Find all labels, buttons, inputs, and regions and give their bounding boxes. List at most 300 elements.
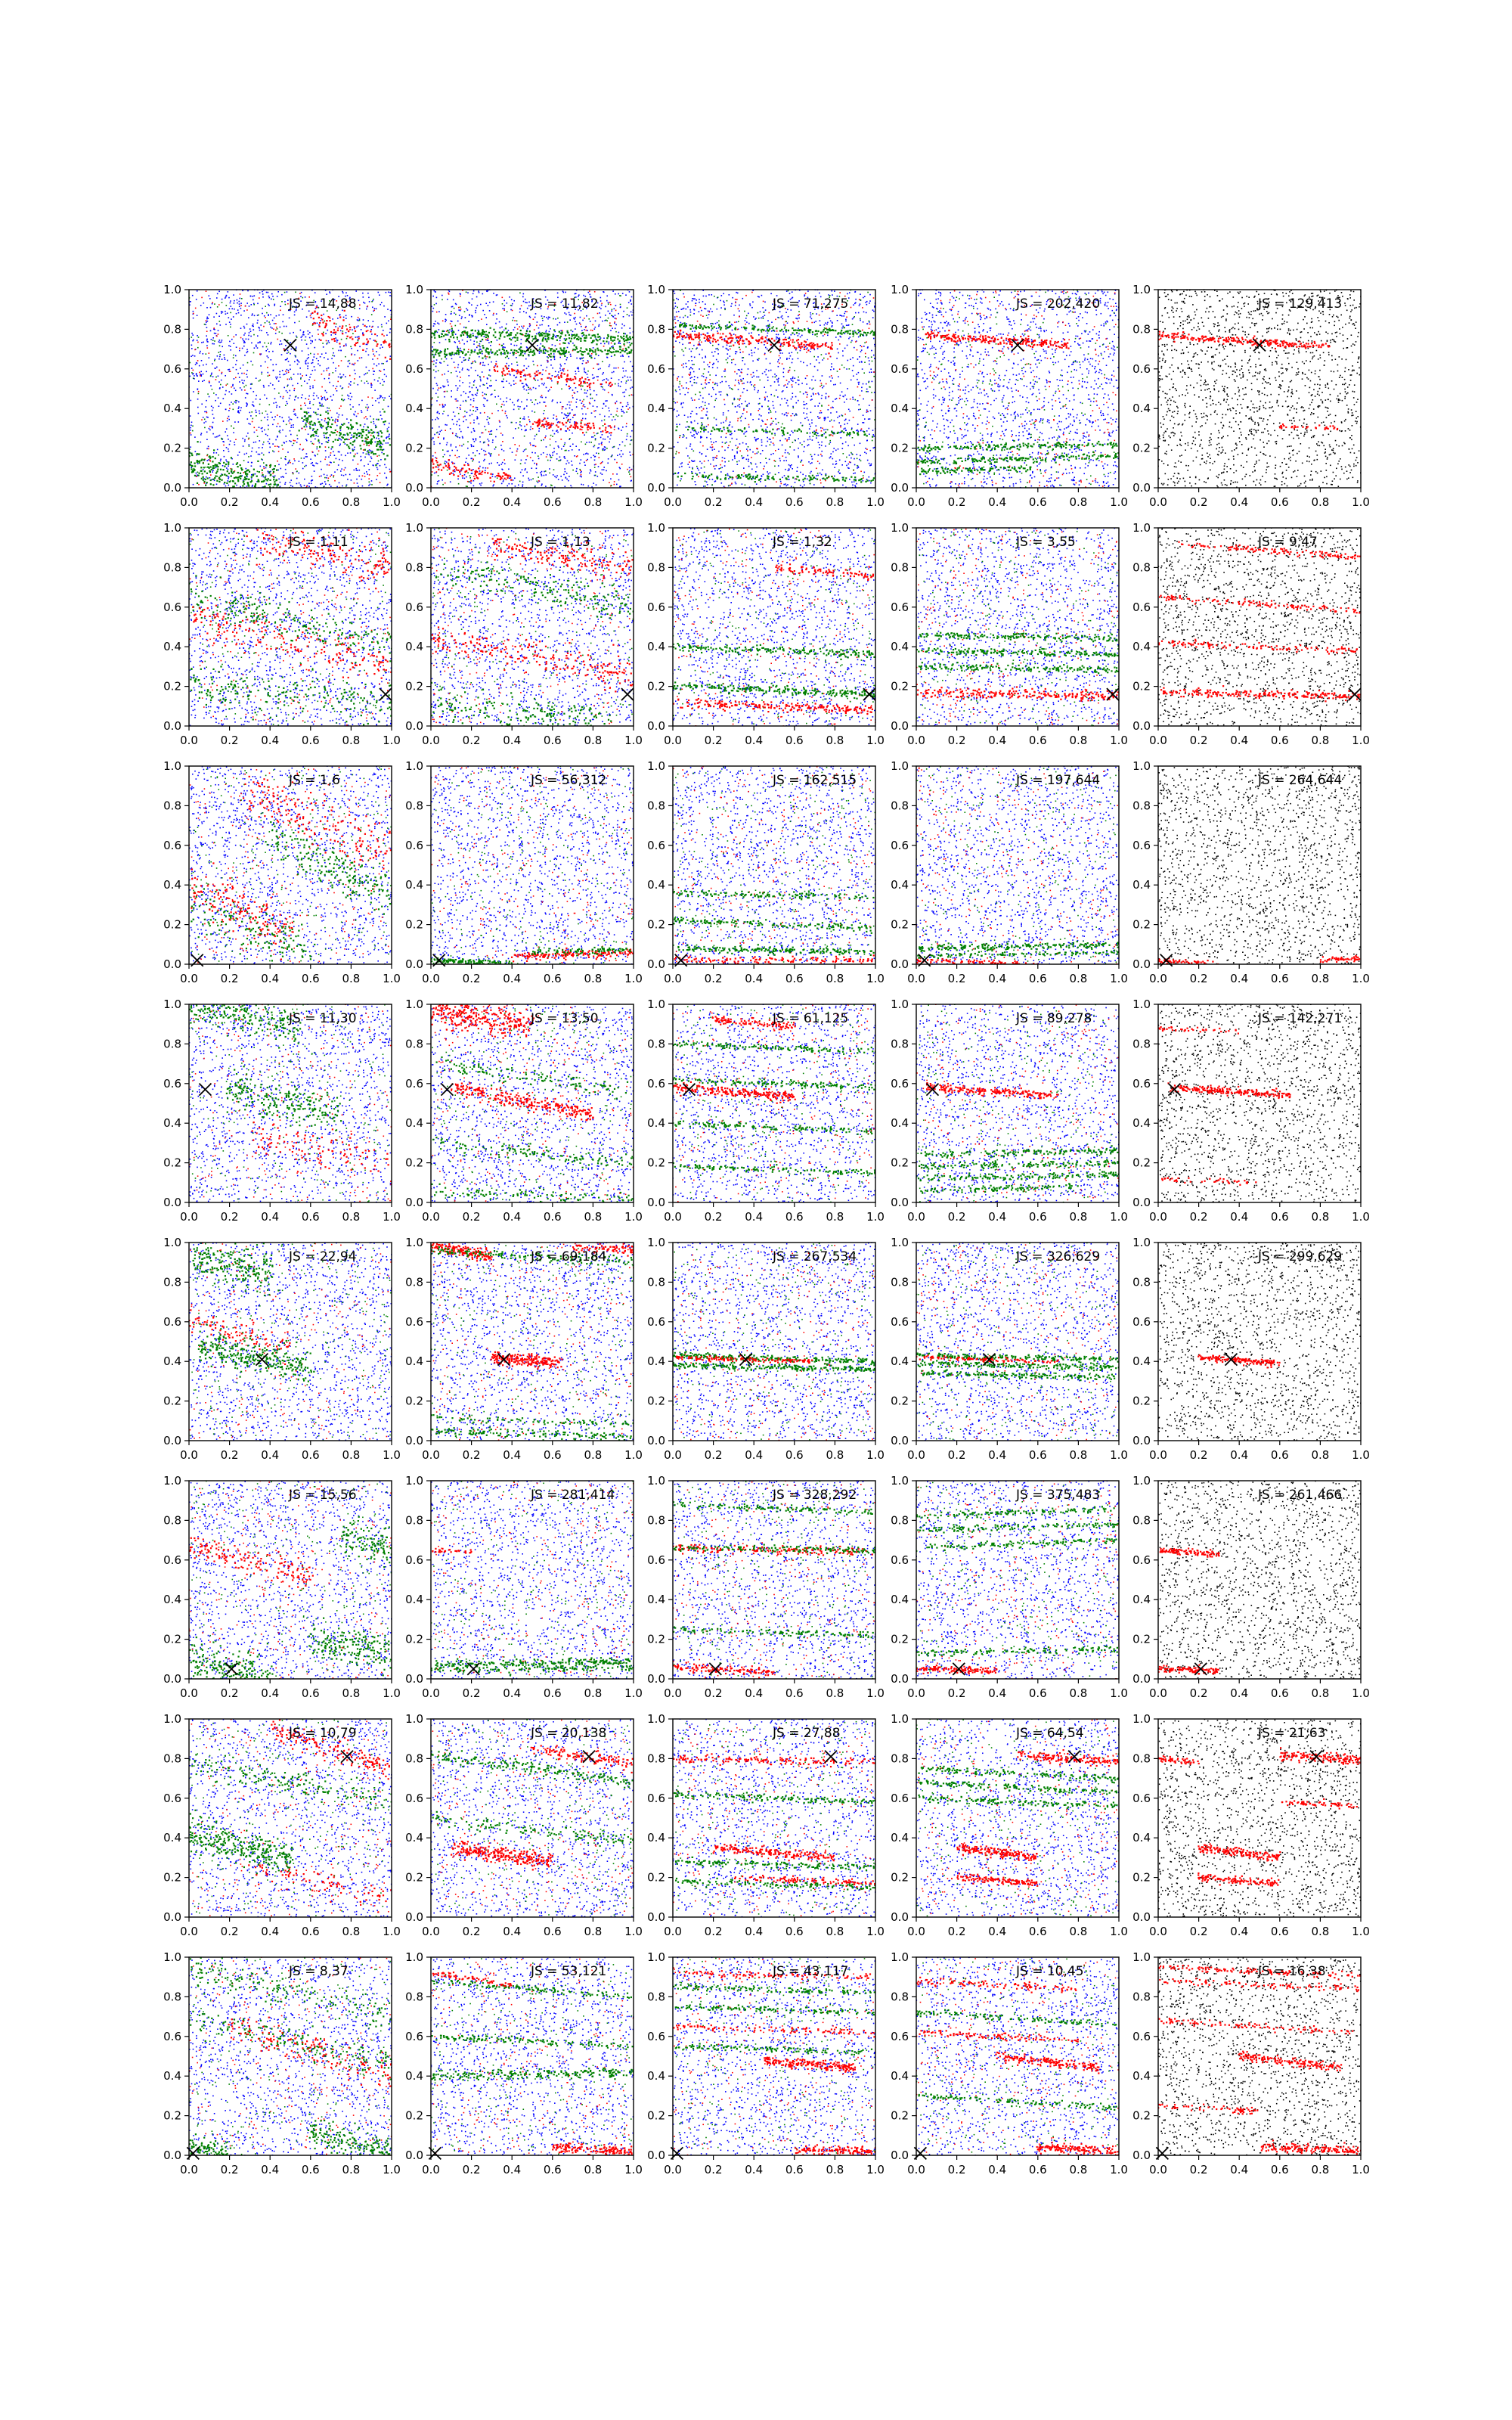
scatter-point bbox=[370, 439, 372, 441]
scatter-point bbox=[621, 327, 623, 329]
scatter-point bbox=[589, 355, 590, 357]
scatter-point bbox=[541, 335, 542, 337]
scatter-point bbox=[583, 334, 584, 336]
scatter-point bbox=[526, 389, 528, 391]
scatter-point bbox=[507, 368, 508, 369]
scatter-point bbox=[387, 442, 389, 444]
scatter-point bbox=[589, 473, 590, 474]
scatter-point bbox=[525, 299, 526, 300]
scatter-point bbox=[190, 446, 191, 448]
scatter-point bbox=[263, 385, 265, 386]
scatter-point bbox=[314, 366, 315, 368]
scatter-point bbox=[367, 438, 368, 439]
scatter-point bbox=[595, 337, 596, 338]
scatter-point bbox=[190, 301, 191, 302]
scatter-point bbox=[366, 339, 367, 340]
scatter-point bbox=[596, 452, 597, 454]
scatter-point bbox=[215, 368, 216, 369]
scatter-point bbox=[505, 411, 507, 412]
scatter-point bbox=[592, 330, 593, 331]
scatter-point bbox=[310, 436, 311, 437]
scatter-point bbox=[563, 368, 565, 370]
scatter-point bbox=[389, 438, 390, 439]
scatter-point bbox=[598, 453, 600, 455]
scatter-point bbox=[321, 353, 323, 355]
scatter-point bbox=[215, 476, 216, 477]
scatter-point bbox=[294, 399, 296, 401]
scatter-point bbox=[542, 340, 544, 342]
scatter-point bbox=[324, 477, 326, 479]
scatter-point bbox=[569, 312, 570, 314]
scatter-point bbox=[615, 328, 616, 330]
scatter-point bbox=[436, 297, 438, 299]
scatter-point bbox=[500, 327, 501, 329]
scatter-point bbox=[534, 404, 535, 405]
scatter-point bbox=[281, 294, 283, 296]
scatter-point bbox=[371, 301, 373, 302]
scatter-point bbox=[630, 338, 631, 340]
scatter-point bbox=[601, 386, 603, 388]
scatter-point bbox=[497, 294, 498, 296]
scatter-point bbox=[264, 430, 265, 431]
scatter-point bbox=[463, 421, 464, 423]
scatter-point bbox=[468, 359, 469, 361]
scatter-point bbox=[479, 343, 481, 345]
scatter-point bbox=[304, 415, 305, 417]
scatter-point bbox=[388, 344, 389, 346]
scatter-point bbox=[502, 476, 503, 477]
scatter-point bbox=[210, 483, 212, 485]
scatter-point bbox=[579, 322, 581, 324]
scatter-point bbox=[287, 369, 288, 371]
scatter-point bbox=[306, 421, 308, 423]
scatter-point bbox=[311, 420, 312, 422]
scatter-point bbox=[493, 484, 494, 486]
scatter-point bbox=[503, 368, 504, 369]
scatter-point bbox=[449, 340, 451, 342]
scatter-point bbox=[509, 483, 510, 485]
scatter-point bbox=[556, 424, 557, 426]
scatter-point bbox=[358, 317, 359, 318]
scatter-point bbox=[280, 377, 281, 378]
scatter-point bbox=[537, 365, 538, 367]
scatter-point bbox=[535, 422, 537, 424]
scatter-point bbox=[300, 405, 302, 407]
scatter-point bbox=[325, 433, 327, 434]
scatter-point bbox=[552, 401, 553, 402]
scatter-point bbox=[569, 319, 571, 321]
scatter-point bbox=[253, 391, 255, 392]
scatter-point bbox=[367, 330, 369, 331]
scatter-point bbox=[616, 473, 618, 475]
scatter-point bbox=[452, 334, 454, 336]
scatter-point bbox=[547, 367, 548, 368]
scatter-point bbox=[269, 447, 271, 448]
scatter-point bbox=[462, 368, 463, 369]
scatter-point bbox=[321, 469, 322, 470]
scatter-point bbox=[500, 433, 502, 434]
scatter-point bbox=[325, 399, 327, 401]
scatter-point bbox=[575, 402, 577, 403]
scatter-point bbox=[510, 339, 512, 340]
scatter-point bbox=[274, 305, 275, 306]
scatter-point bbox=[347, 395, 349, 396]
scatter-point bbox=[308, 399, 310, 400]
scatter-point bbox=[388, 321, 389, 322]
scatter-point bbox=[253, 329, 255, 330]
scatter-point bbox=[568, 343, 569, 344]
scatter-point bbox=[221, 373, 222, 374]
scatter-point bbox=[614, 343, 615, 345]
scatter-point bbox=[609, 365, 611, 366]
scatter-point bbox=[559, 331, 560, 333]
scatter-point bbox=[458, 353, 460, 355]
scatter-point bbox=[203, 482, 205, 484]
scatter-point bbox=[326, 429, 327, 430]
scatter-point bbox=[225, 385, 227, 386]
scatter-point bbox=[503, 450, 505, 451]
scatter-point bbox=[226, 295, 228, 296]
scatter-point bbox=[384, 458, 386, 460]
scatter-point bbox=[522, 327, 524, 329]
scatter-point bbox=[600, 343, 602, 345]
scatter-point bbox=[612, 346, 614, 347]
scatter-point bbox=[603, 469, 605, 470]
scatter-point bbox=[542, 346, 544, 347]
scatter-point bbox=[256, 442, 257, 443]
scatter-point bbox=[629, 336, 631, 337]
scatter-point bbox=[592, 374, 593, 376]
scatter-point bbox=[601, 305, 603, 306]
scatter-point bbox=[263, 442, 265, 443]
scatter-point bbox=[580, 400, 581, 402]
scatter-point bbox=[493, 293, 494, 294]
scatter-point bbox=[592, 398, 593, 399]
scatter-point bbox=[371, 314, 373, 315]
scatter-point bbox=[363, 296, 364, 298]
scatter-point bbox=[621, 402, 622, 404]
scatter-point bbox=[538, 371, 539, 372]
scatter-point bbox=[333, 476, 334, 478]
scatter-point bbox=[510, 343, 512, 345]
scatter-point bbox=[268, 429, 269, 430]
scatter-point bbox=[248, 317, 249, 318]
scatter-point bbox=[350, 424, 352, 426]
scatter-point bbox=[485, 340, 487, 341]
scatter-point bbox=[368, 355, 370, 356]
scatter-point bbox=[563, 474, 565, 476]
scatter-point bbox=[365, 407, 367, 408]
scatter-point bbox=[191, 368, 193, 369]
scatter-point bbox=[546, 428, 547, 430]
scatter-point bbox=[627, 408, 629, 410]
scatter-point bbox=[608, 318, 609, 319]
scatter-point bbox=[512, 303, 513, 305]
scatter-point bbox=[457, 367, 459, 368]
scatter-point bbox=[354, 449, 355, 451]
scatter-point bbox=[374, 355, 376, 357]
scatter-point bbox=[529, 374, 531, 375]
scatter-point bbox=[548, 354, 550, 355]
scatter-point bbox=[471, 473, 472, 474]
scatter-point bbox=[606, 382, 607, 383]
scatter-point bbox=[315, 433, 317, 434]
scatter-point bbox=[240, 302, 242, 304]
scatter-point bbox=[615, 310, 617, 312]
scatter-point bbox=[324, 420, 326, 422]
scatter-point bbox=[256, 395, 257, 396]
scatter-point bbox=[442, 456, 444, 458]
scatter-point bbox=[206, 345, 208, 346]
scatter-point bbox=[580, 429, 581, 430]
scatter-point bbox=[335, 326, 336, 327]
scatter-point bbox=[331, 417, 333, 418]
scatter-point bbox=[381, 418, 383, 420]
scatter-point bbox=[240, 315, 242, 316]
scatter-point bbox=[497, 475, 499, 476]
scatter-point bbox=[380, 414, 382, 416]
scatter-point bbox=[348, 427, 349, 429]
scatter-point bbox=[506, 401, 507, 402]
scatter-point bbox=[549, 317, 550, 318]
scatter-point bbox=[335, 334, 336, 335]
scatter-point bbox=[549, 334, 550, 335]
scatter-point bbox=[246, 324, 248, 325]
scatter-point bbox=[345, 486, 347, 487]
scatter-point bbox=[531, 402, 533, 403]
scatter-point bbox=[610, 386, 612, 387]
scatter-point bbox=[564, 457, 565, 458]
scatter-point bbox=[274, 465, 276, 467]
scatter-point bbox=[524, 374, 525, 376]
scatter-point bbox=[792, 358, 794, 360]
scatter-point bbox=[454, 308, 455, 309]
scatter-point bbox=[550, 353, 552, 355]
scatter-point bbox=[339, 439, 341, 440]
scatter-point bbox=[503, 479, 504, 481]
scatter-point bbox=[389, 396, 390, 397]
scatter-point bbox=[220, 459, 222, 461]
scatter-point bbox=[620, 343, 621, 344]
scatter-point bbox=[481, 318, 482, 320]
scatter-point bbox=[473, 476, 475, 477]
scatter-point bbox=[627, 377, 628, 378]
scatter-point bbox=[607, 436, 609, 438]
scatter-point bbox=[439, 352, 441, 353]
scatter-point bbox=[224, 483, 225, 485]
scatter-point bbox=[594, 400, 596, 402]
scatter-point bbox=[311, 462, 313, 464]
scatter-point bbox=[605, 447, 606, 448]
scatter-point bbox=[383, 384, 384, 386]
scatter-point bbox=[525, 353, 526, 355]
scatter-point bbox=[463, 343, 465, 345]
scatter-point bbox=[220, 351, 222, 352]
scatter-point bbox=[278, 315, 280, 316]
scatter-point bbox=[498, 455, 500, 456]
scatter-point bbox=[305, 424, 307, 426]
scatter-point bbox=[202, 473, 203, 474]
scatter-point bbox=[602, 408, 603, 409]
scatter-point bbox=[552, 368, 553, 369]
scatter-point bbox=[549, 331, 550, 333]
scatter-point bbox=[864, 472, 866, 473]
scatter-point bbox=[233, 367, 234, 368]
scatter-point bbox=[366, 367, 367, 368]
scatter-point bbox=[495, 447, 497, 448]
scatter-point bbox=[243, 386, 245, 388]
scatter-point bbox=[536, 334, 538, 335]
scatter-point bbox=[310, 408, 311, 409]
scatter-point bbox=[237, 455, 239, 456]
scatter-point bbox=[520, 352, 522, 354]
scatter-point bbox=[438, 355, 440, 356]
scatter-point bbox=[266, 332, 268, 334]
scatter-point bbox=[593, 411, 595, 412]
scatter-point bbox=[507, 302, 508, 304]
scatter-point bbox=[358, 320, 359, 321]
scatter-point bbox=[480, 379, 482, 380]
scatter-point bbox=[222, 372, 223, 374]
scatter-point bbox=[386, 292, 387, 293]
scatter-point bbox=[325, 333, 327, 334]
scatter-point bbox=[246, 377, 248, 378]
scatter-point bbox=[240, 486, 241, 488]
scatter-point bbox=[541, 350, 542, 352]
scatter-point bbox=[488, 338, 489, 340]
scatter-point bbox=[218, 376, 219, 377]
scatter-point bbox=[470, 482, 472, 484]
scatter-point bbox=[272, 384, 274, 386]
scatter-point bbox=[614, 354, 615, 355]
scatter-point bbox=[352, 333, 354, 334]
scatter-point bbox=[522, 334, 523, 335]
scatter-point bbox=[575, 328, 576, 330]
scatter-point bbox=[213, 452, 215, 454]
scatter-point bbox=[234, 378, 235, 380]
scatter-point bbox=[239, 301, 240, 302]
scatter-point bbox=[242, 338, 243, 340]
scatter-point bbox=[569, 388, 570, 389]
scatter-point bbox=[610, 427, 612, 428]
scatter-point bbox=[536, 463, 538, 464]
scatter-point bbox=[270, 483, 271, 485]
scatter-point bbox=[603, 450, 604, 451]
scatter-point bbox=[317, 323, 318, 324]
scatter-point bbox=[570, 315, 572, 316]
scatter-point bbox=[331, 448, 333, 450]
scatter-point bbox=[276, 315, 277, 317]
scatter-point bbox=[282, 321, 284, 323]
scatter-point bbox=[305, 363, 307, 365]
scatter-point bbox=[451, 445, 452, 447]
scatter-point bbox=[476, 416, 478, 417]
scatter-point bbox=[489, 464, 491, 465]
scatter-point bbox=[508, 358, 510, 359]
scatter-point bbox=[349, 404, 351, 405]
scatter-point bbox=[314, 356, 315, 358]
scatter-point bbox=[472, 439, 474, 440]
scatter-point bbox=[226, 447, 228, 448]
scatter-point bbox=[302, 350, 303, 352]
scatter-point bbox=[457, 321, 459, 322]
scatter-point bbox=[575, 422, 577, 424]
scatter-point bbox=[279, 416, 280, 417]
scatter-point bbox=[442, 374, 443, 376]
scatter-point bbox=[233, 471, 234, 473]
scatter-point bbox=[569, 386, 570, 387]
scatter-point bbox=[203, 476, 204, 478]
scatter-point bbox=[459, 425, 460, 427]
scatter-point bbox=[460, 395, 462, 396]
scatter-point bbox=[626, 380, 627, 382]
scatter-point bbox=[543, 384, 544, 386]
scatter-point bbox=[615, 351, 616, 352]
scatter-point bbox=[360, 424, 361, 426]
scatter-point bbox=[502, 441, 503, 442]
scatter-point bbox=[476, 411, 477, 412]
scatter-point bbox=[484, 384, 485, 386]
scatter-point bbox=[608, 380, 609, 381]
scatter-point bbox=[485, 351, 487, 352]
scatter-point bbox=[545, 436, 547, 437]
scatter-point bbox=[226, 482, 228, 484]
scatter-point bbox=[212, 303, 213, 305]
scatter-point bbox=[603, 404, 605, 405]
scatter-point bbox=[515, 341, 516, 343]
scatter-point bbox=[346, 328, 348, 330]
scatter-point bbox=[474, 380, 476, 382]
scatter-point bbox=[528, 306, 530, 307]
scatter-point bbox=[225, 297, 226, 299]
scatter-point bbox=[371, 480, 373, 482]
scatter-point bbox=[510, 309, 512, 311]
scatter-point bbox=[363, 449, 364, 451]
scatter-point bbox=[626, 349, 627, 351]
scatter-point bbox=[198, 484, 200, 486]
scatter-point bbox=[379, 294, 380, 296]
scatter-point bbox=[338, 350, 339, 352]
scatter-point bbox=[528, 366, 530, 368]
scatter-point bbox=[534, 317, 536, 318]
scatter-point bbox=[588, 292, 590, 293]
scatter-point bbox=[383, 453, 385, 455]
scatter-point bbox=[203, 374, 204, 375]
scatter-point bbox=[340, 433, 342, 435]
scatter-point bbox=[390, 328, 392, 330]
scatter-point bbox=[463, 357, 465, 358]
scatter-point bbox=[459, 380, 460, 382]
scatter-point bbox=[226, 467, 228, 469]
scatter-point bbox=[332, 446, 333, 448]
scatter-point bbox=[497, 350, 498, 352]
scatter-point bbox=[617, 408, 618, 410]
scatter-point bbox=[199, 462, 200, 464]
scatter-point bbox=[483, 450, 485, 451]
scatter-point bbox=[510, 332, 512, 334]
scatter-point bbox=[612, 337, 614, 338]
scatter-point bbox=[531, 452, 533, 454]
scatter-point bbox=[484, 331, 485, 333]
scatter-point bbox=[548, 325, 550, 327]
scatter-point bbox=[497, 477, 498, 479]
scatter-point bbox=[548, 317, 550, 318]
scatter-point bbox=[241, 389, 243, 391]
scatter-point bbox=[236, 485, 237, 486]
scatter-point bbox=[302, 428, 303, 430]
scatter-panel bbox=[163, 283, 401, 509]
scatter-point bbox=[572, 417, 574, 418]
